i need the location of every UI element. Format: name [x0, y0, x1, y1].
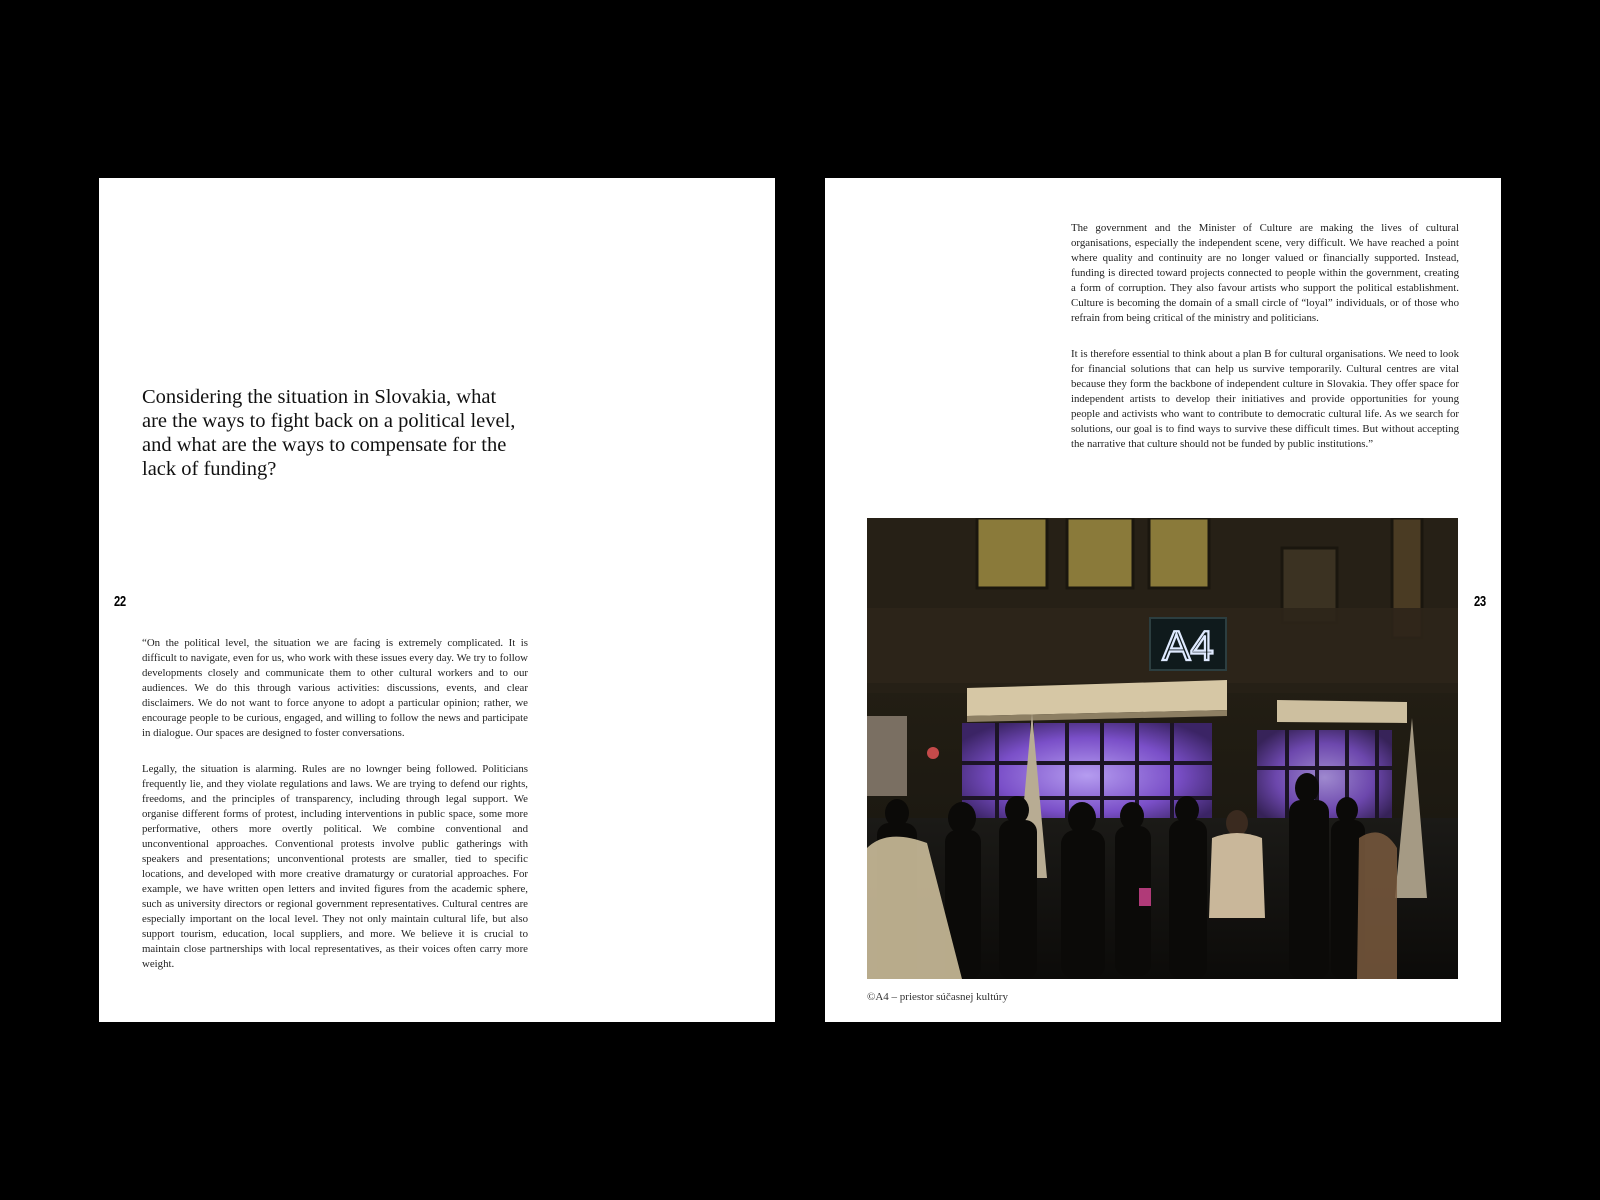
neon-sign: A4: [1162, 622, 1214, 669]
venue-photo: [867, 518, 1458, 979]
answer-text-left: [142, 636, 528, 993]
page-number-left: 22: [114, 593, 126, 610]
answer-text-right: [1071, 221, 1459, 473]
paragraph: The government and the Minister of Culture are making the lives of cultural organisations, especially the independent scene, very difficult. We have reached a point where quality and continuity are no longer valued or financially supported. Instead, funding is directed toward projects connected to people within the government, creating a form of corruption. They also favour artists who support the political establishment. Culture is becoming the domain of a small circle of “loyal” individuals, or of those who refrain from being critical of the ministry and politicians.: [1071, 222, 1459, 324]
paragraph: “On the political level, the situation we are facing is extremely complicated. It is difficult to navigate, even for us, who work with these issues every day. We try to follow developments closely and communicate them to other cultural workers and to our audiences. We do this through various activities: discussions, events, and clear disclaimers. We do not want to force anyone to adopt a particular opinion; rather, we encourage people to be curious, engaged, and willing to follow the news and participate in dialogue. Our spaces are designed to foster conversations.: [142, 637, 528, 739]
right-page: [825, 178, 1501, 1022]
photo-caption: ©A4 – priestor súčasnej kultúry: [867, 991, 1008, 1003]
interview-question: Considering the situation in Slovakia, what are the ways to fight back on a political level, and what are the ways to compensate for the lack of funding?: [142, 386, 516, 480]
page-number-right: 23: [1474, 593, 1486, 610]
left-page: [99, 178, 775, 1022]
paragraph: It is therefore essential to think about a plan B for cultural organisations. We need to look for financial solutions that can help us survive temporarily. Cultural centres are vital because they form the backbone of independent culture in Slovakia. They offer space for independent artists to develop their initiatives and provide opportunities for young people and activists who want to contribute to democratic cultural life. As we search for solutions, our goal is to find ways to survive these difficult times. But without accepting the narrative that culture should not be funded by public institutions.”: [1071, 348, 1459, 450]
paragraph: Legally, the situation is alarming. Rules are no lownger being followed. Politicians frequently lie, and they violate regulations and laws. We are trying to defend our rights, freedoms, and the principles of transparency, including through legal support. We organise different forms of protest, including interventions in public space, some more performative, others more overtly political. We combine conventional and unconventional approaches. Conventional protests involve public gatherings with speakers and presentations; unconventional protests are smaller, tied to specific locations, and developed with more creative dramaturgy or curatorial approaches. For example, we have written open letters and invited figures from the academic sphere, such as university directors or regional government representatives. Cultural centres are especially important on the local level. They not only maintain cultural life, but also support tourism, education, local suppliers, and more. We believe it is crucial to maintain close partnerships with local representatives, as their voices often carry more weight.: [142, 763, 528, 970]
